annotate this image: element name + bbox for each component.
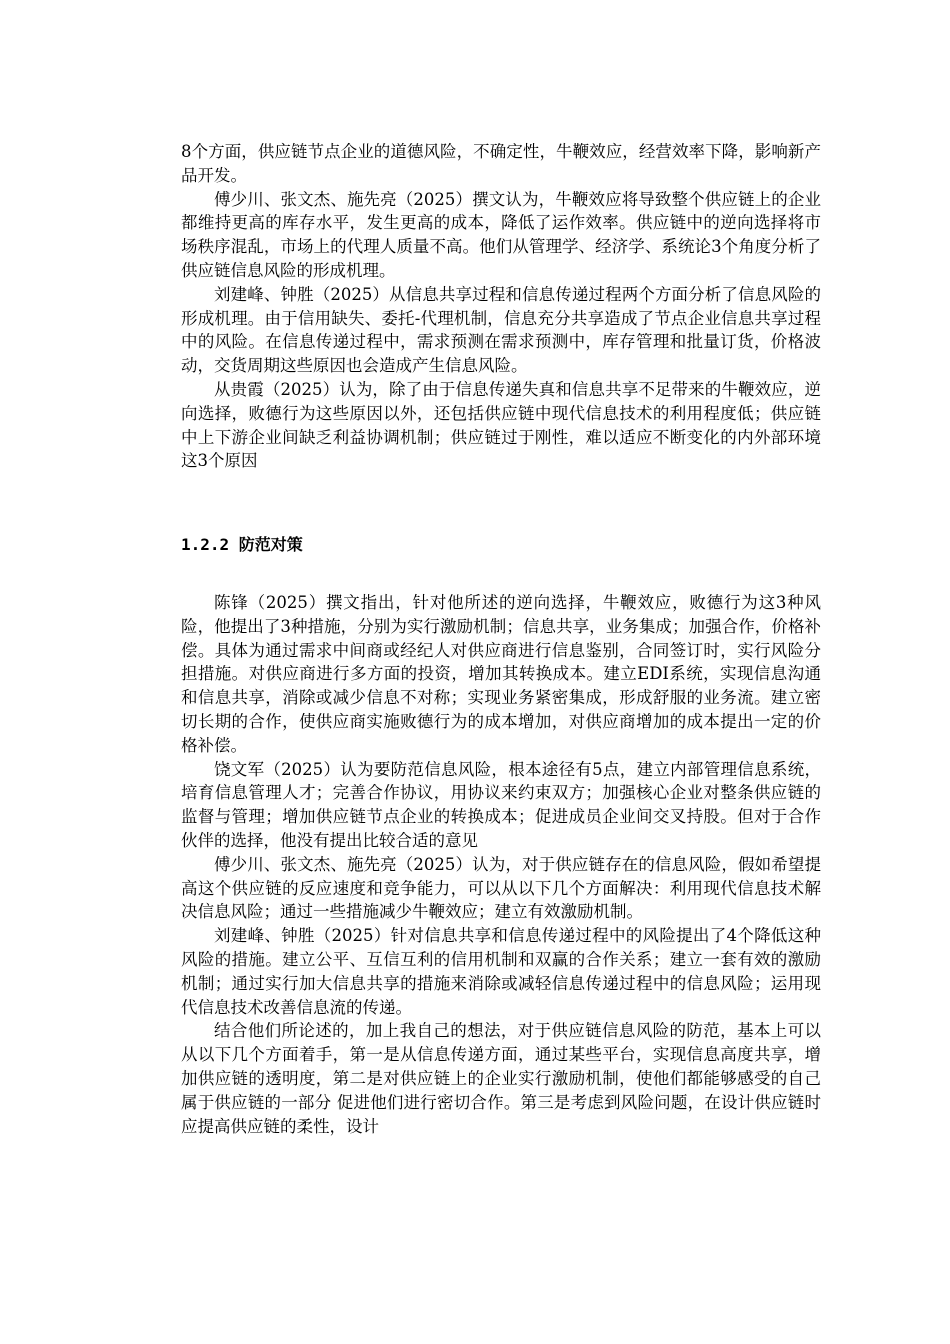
paragraph-fu-shaochuan-causes: 傅少川、张文杰、施先亮（2025）撰文认为，牛鞭效应将导致整个供应链上的企业都维持更高的库存水平，发生更高的成本，降低了运作效率。供应链中的逆向选择将市场秩序混乱，市场上的代理人质量不高。他们从管理学、经济学、系统论3个角度分析了供应链信息风险的形成机理。 <box>181 189 821 280</box>
paragraph-author-summary: 结合他们所论述的，加上我自己的想法，对于供应链信息风险的防范，基本上可以从以下几个方面着手，第一是从信息传递方面，通过某些平台，实现信息高度共享，增加供应链的透明度，第二是对供应链上的企业实行激励机制，使他们都能够感受的自己属于供应链的一部分 促进他们进行密切合作。第三是考虑到风险问题，在设计供应链时应提高供应链的柔性，设计 <box>181 1021 821 1136</box>
paragraph-continuation: 8个方面，供应链节点企业的道德风险，不确定性，牛鞭效应，经营效率下降，影响新产品开发。 <box>181 142 821 185</box>
section-risk-causes <box>181 140 821 473</box>
paragraph-liu-jianfeng-causes: 刘建峰、钟胜（2025）从信息共享过程和信息传递过程两个方面分析了信息风险的形成机理。由于信用缺失、委托-代理机制，信息充分共享造成了节点企业信息共享过程中的风险。在信息传递过程中，需求预测在需求预测中，库存管理和批量订货，价格波动，交货周期这些原因也会造成产生信息风险。 <box>181 284 821 376</box>
paragraph-fu-shaochuan-measures: 傅少川、张文杰、施先亮（2025）认为，对于供应链存在的信息风险，假如希望提高这个供应链的反应速度和竞争能力，可以从以下几个方面解决：利用现代信息技术解决信息风险；通过一些措施减少牛鞭效应；建立有效激励机制。 <box>181 854 821 922</box>
paragraph-chen-feng-measures: 陈锋（2025）撰文指出，针对他所述的逆向选择，牛鞭效应，败德行为这3种风险，他提出了3种措施，分别为实行激励机制；信息共享，业务集成；加强合作，价格补偿。具体为通过需求中间商或经纪人对供应商进行信息鉴别，合同签订时，实行风险分担措施。对供应商进行多方面的投资，增加其转换成本。建立EDI系统，实现信息沟通和信息共享，消除或减少信息不对称；实现业务紧密集成，形成舒服的业务流。建立密切长期的合作，使供应商实施败德行为的成本增加，对供应商增加的成本提出一定的价格补偿。 <box>181 593 821 755</box>
paragraph-cong-guixia-causes: 从贵霞（2025）认为，除了由于信息传递失真和信息共享不足带来的牛鞭效应，逆向选择，败德行为这些原因以外，还包括供应链中现代信息技术的利用程度低；供应链中上下游企业间缺乏利益协调机制；供应链过于刚性，难以适应不断变化的内外部环境这3个原因 <box>181 379 821 471</box>
paragraph-rao-wenjun-measures: 饶文军（2025）认为要防范信息风险，根本途径有5点，建立内部管理信息系统，培育信息管理人才；完善合作协议，用协议来约束双方；加强核心企业对整条供应链的监督与管理；增加供应链节点企业的转换成本；促进成员企业间交叉持股。但对于合作伙伴的选择，他没有提出比较合适的意见 <box>181 759 821 850</box>
section-countermeasures <box>181 591 821 1138</box>
section-heading: 1.2.2 防范对策 <box>181 535 303 554</box>
paragraph-liu-jianfeng-measures: 刘建峰、钟胜（2025）针对信息共享和信息传递过程中的风险提出了4个降低这种风险的措施。建立公平、互信互利的信用机制和双赢的合作关系；建立一套有效的激励机制；通过实行加大信息共享的措施来消除或减轻信息传递过程中的信息风险；运用现代信息技术改善信息流的传递。 <box>181 926 821 1017</box>
